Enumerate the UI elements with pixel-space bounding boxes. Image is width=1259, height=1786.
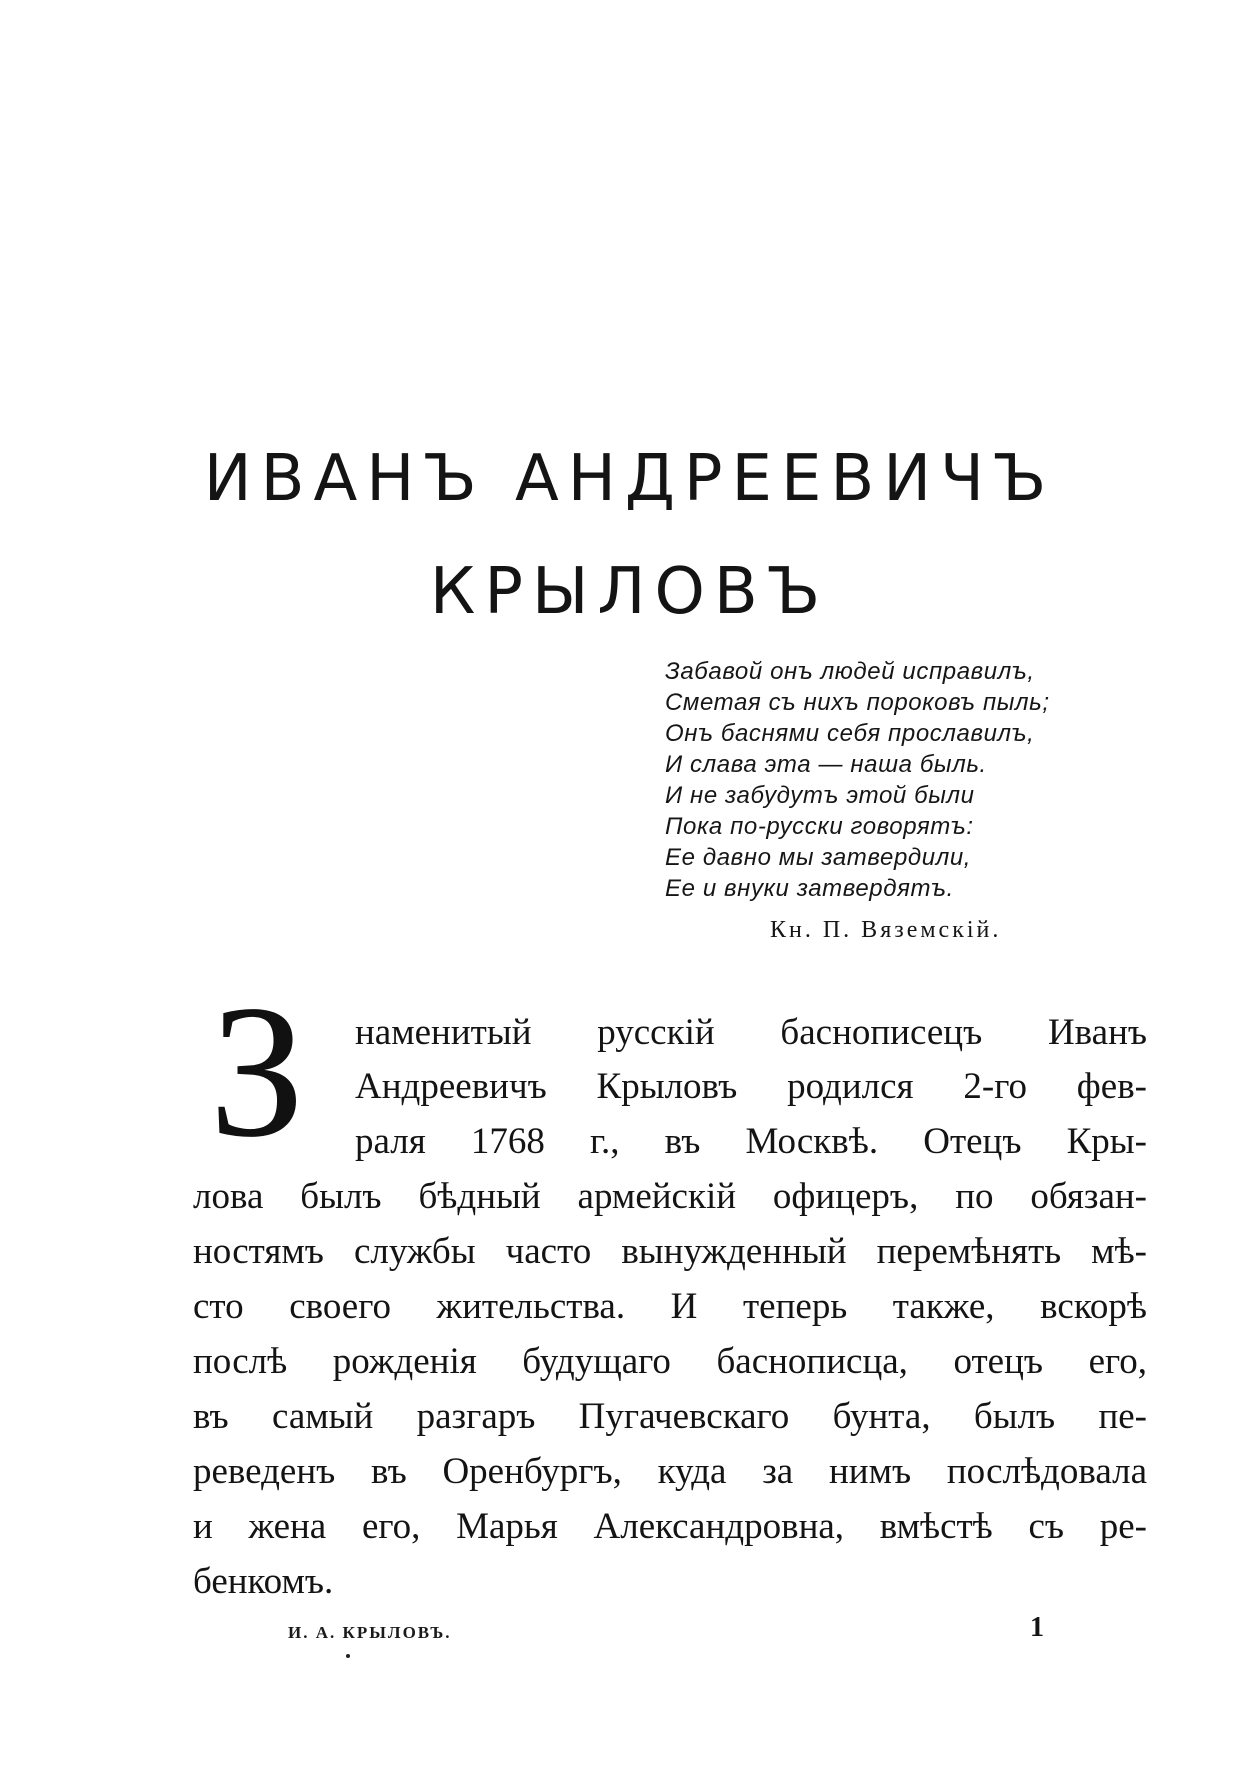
body-line: раля 1768 г., въ Москвѣ. Отецъ Кры- <box>355 1121 1147 1162</box>
body-line: реведенъ въ Оренбургъ, куда за нимъ послѣдовала <box>193 1451 1147 1492</box>
epigraph-line: Онъ баснями себя прославилъ, <box>665 720 1035 747</box>
epigraph-line: Сметая съ нихъ пороковъ пыль; <box>665 689 1050 716</box>
drop-cap <box>190 985 325 1145</box>
drop-cap-glyph: З <box>209 985 305 1145</box>
body-line: ностямъ службы часто вынужденный перемѣнять мѣ- <box>193 1231 1147 1272</box>
body-line: послѣ рожденія будущаго баснописца, отецъ его, <box>193 1341 1147 1382</box>
epigraph-author: Кн. П. Вяземскій. <box>770 917 1002 943</box>
epigraph-line: Ее и внуки затвердятъ. <box>665 875 954 902</box>
footer-dot <box>346 1654 350 1658</box>
epigraph-line: Пока по-русски говорятъ: <box>665 813 974 840</box>
title-line-1: ИВАНЪ АНДРЕЕВИЧЪ <box>203 442 1056 516</box>
epigraph-line: Забавой онъ людей исправилъ, <box>665 658 1035 685</box>
body-line: бенкомъ. <box>193 1561 334 1602</box>
body-line: въ самый разгаръ Пугачевскаго бунта, былъ пе- <box>193 1396 1147 1437</box>
running-footer-signature: И. А. КРЫЛОВЪ. <box>288 1623 452 1642</box>
title-line-2: КРЫЛОВЪ <box>429 555 830 629</box>
body-line: Андреевичъ Крыловъ родился 2-го фев- <box>355 1066 1147 1107</box>
epigraph-line: Ее давно мы затвердили, <box>665 844 972 871</box>
body-line: лова былъ бѣдный армейскій офицеръ, по обязан- <box>193 1176 1147 1217</box>
epigraph-line: И слава эта — наша быль. <box>665 751 987 778</box>
body-line: наменитый русскій баснописецъ Иванъ <box>355 1012 1147 1053</box>
epigraph <box>665 656 1135 904</box>
page-number: 1 <box>1030 1612 1044 1643</box>
drop-cap-letter <box>190 985 325 1145</box>
epigraph-line: И не забудутъ этой были <box>665 782 975 809</box>
body-line: сто своего жительства. И теперь также, вскорѣ <box>193 1286 1147 1327</box>
body-line: и жена его, Марья Александровна, вмѣстѣ съ ре- <box>193 1506 1147 1547</box>
